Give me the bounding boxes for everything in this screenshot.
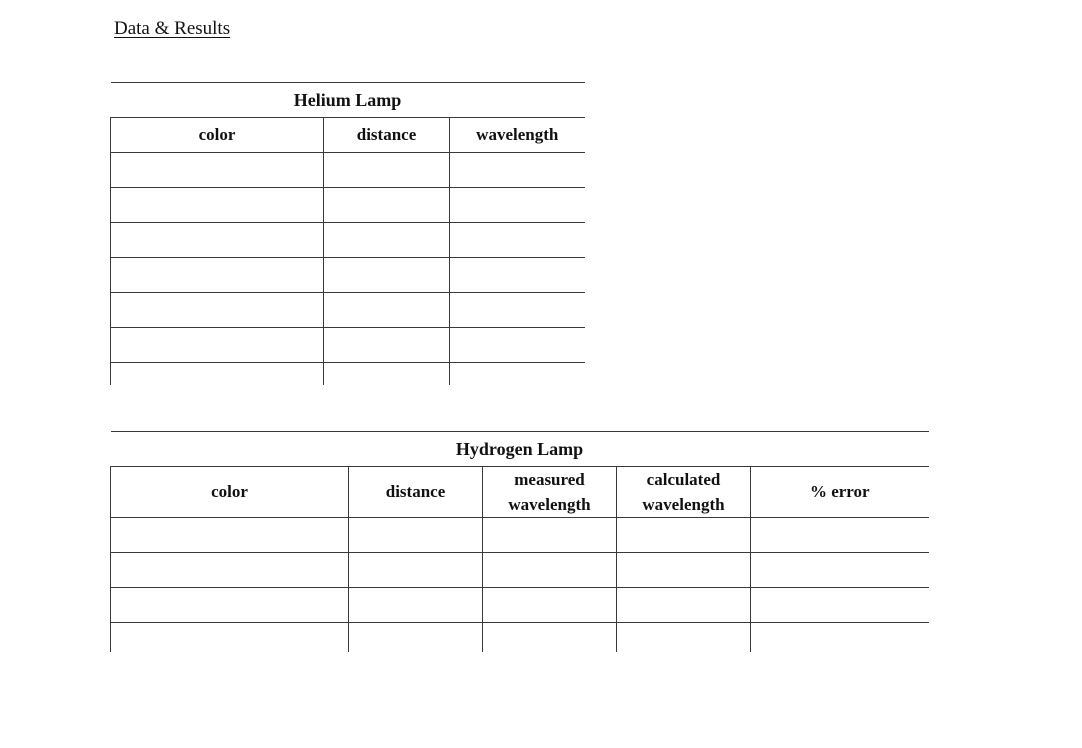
column-header-wavelength: wavelength: [450, 118, 585, 153]
helium-table-title: Helium Lamp: [111, 83, 585, 118]
table-cell[interactable]: [617, 623, 751, 652]
table-cell[interactable]: [751, 518, 929, 553]
table-cell[interactable]: [111, 623, 349, 652]
table-row: [111, 153, 585, 188]
table-cell[interactable]: [483, 588, 617, 623]
table-header-row: [111, 467, 929, 518]
table-cell[interactable]: [483, 553, 617, 588]
table-row: [111, 363, 585, 385]
table-cell[interactable]: [617, 553, 751, 588]
table-cell[interactable]: [751, 623, 929, 652]
table-cell[interactable]: [111, 328, 324, 363]
column-header-distance: distance: [349, 467, 483, 518]
table-cell[interactable]: [450, 363, 585, 385]
hydrogen-lamp-table: [110, 431, 929, 652]
table-row: [111, 223, 585, 258]
table-title-row: [111, 432, 929, 467]
table-row: [111, 188, 585, 223]
table-row: [111, 293, 585, 328]
table-cell[interactable]: [617, 588, 751, 623]
table-cell[interactable]: [111, 223, 324, 258]
column-header-percent-error: % error: [751, 467, 929, 518]
table-row: [111, 588, 929, 623]
table-cell[interactable]: [349, 623, 483, 652]
table-row: [111, 553, 929, 588]
table-cell[interactable]: [111, 588, 349, 623]
table-cell[interactable]: [324, 328, 450, 363]
table-cell[interactable]: [324, 293, 450, 328]
table-cell[interactable]: [450, 258, 585, 293]
table-cell[interactable]: [450, 223, 585, 258]
table-cell[interactable]: [111, 553, 349, 588]
table-row: [111, 328, 585, 363]
table-cell[interactable]: [111, 518, 349, 553]
helium-lamp-table: [110, 82, 585, 385]
table-cell[interactable]: [450, 153, 585, 188]
section-heading: Data & Results: [114, 18, 231, 39]
column-header-distance: distance: [324, 118, 450, 153]
table-cell[interactable]: [111, 153, 324, 188]
table-cell[interactable]: [617, 518, 751, 553]
table-cell[interactable]: [450, 293, 585, 328]
table-cell[interactable]: [111, 258, 324, 293]
table-row: [111, 258, 585, 293]
table-cell[interactable]: [450, 188, 585, 223]
table-cell[interactable]: [450, 328, 585, 363]
table-row: [111, 518, 929, 553]
table-cell[interactable]: [324, 153, 450, 188]
table-cell[interactable]: [751, 553, 929, 588]
table-cell[interactable]: [349, 518, 483, 553]
table-cell[interactable]: [483, 518, 617, 553]
hydrogen-table-title: Hydrogen Lamp: [111, 432, 929, 467]
column-header-calculated-wavelength: calculated wavelength: [617, 467, 751, 518]
column-header-measured-wavelength: measured wavelength: [483, 467, 617, 518]
table-cell[interactable]: [349, 553, 483, 588]
table-cell[interactable]: [324, 258, 450, 293]
table-cell[interactable]: [483, 623, 617, 652]
table-header-row: [111, 118, 585, 153]
table-row: [111, 623, 929, 652]
table-cell[interactable]: [349, 588, 483, 623]
table-cell[interactable]: [111, 293, 324, 328]
table-cell[interactable]: [751, 588, 929, 623]
table-cell[interactable]: [324, 363, 450, 385]
table-title-row: [111, 83, 585, 118]
table-cell[interactable]: [324, 188, 450, 223]
column-header-color: color: [111, 467, 349, 518]
table-cell[interactable]: [111, 188, 324, 223]
table-cell[interactable]: [111, 363, 324, 385]
column-header-color: color: [111, 118, 324, 153]
table-cell[interactable]: [324, 223, 450, 258]
